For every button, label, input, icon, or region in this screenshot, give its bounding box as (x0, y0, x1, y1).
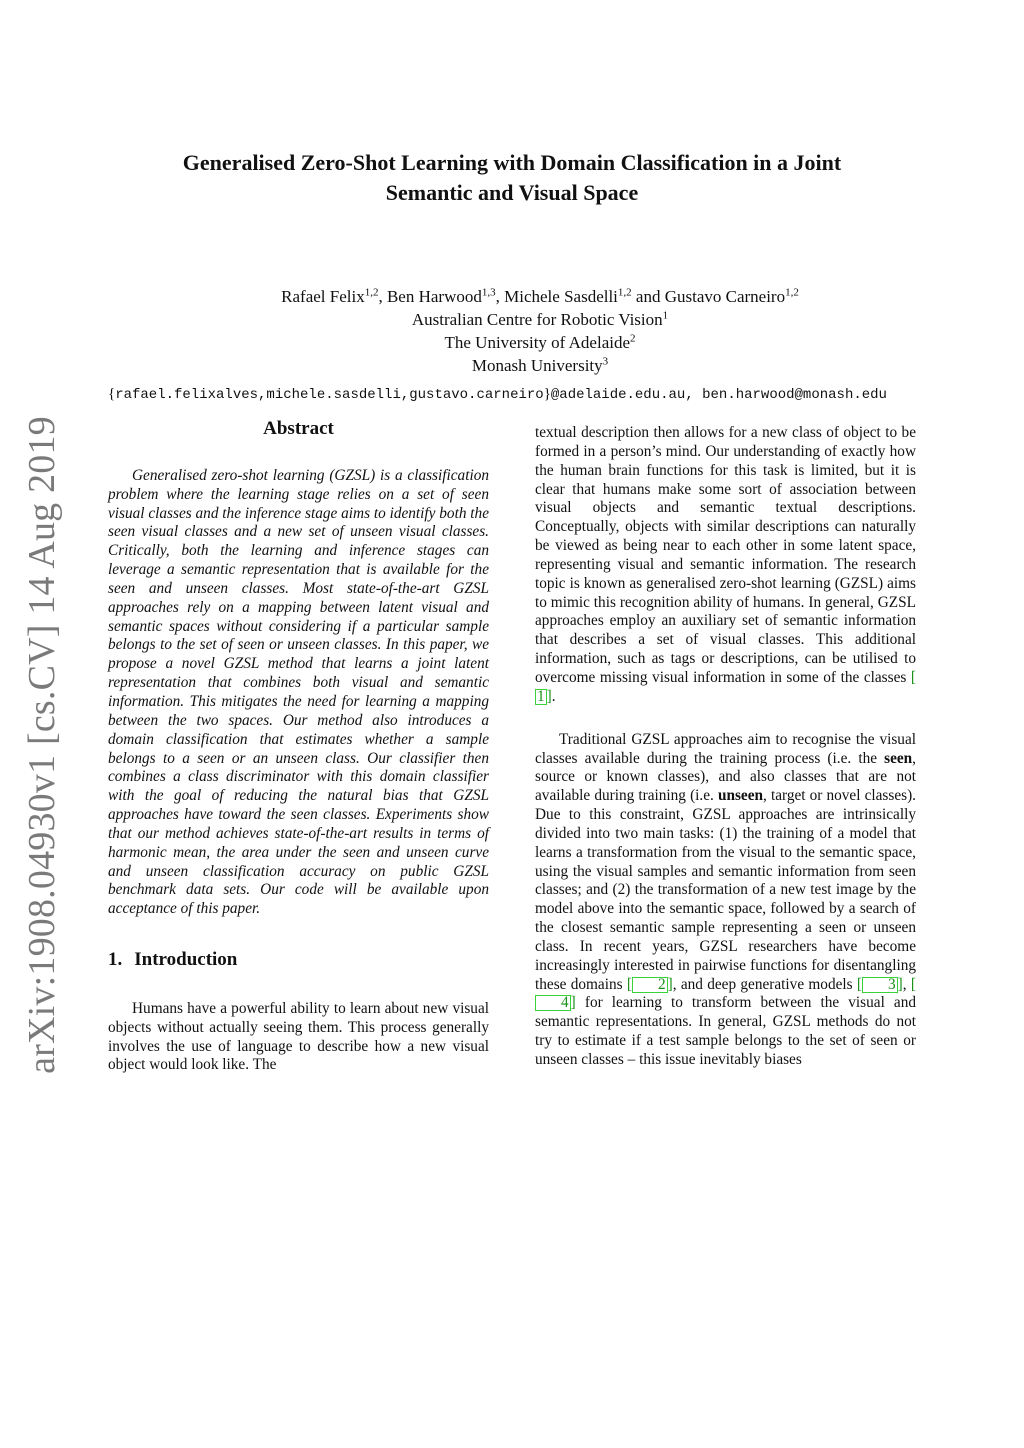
bold-term-seen: seen (884, 749, 913, 767)
affiliation: The University of Adelaide$^2$ (444, 332, 636, 352)
author-affiliation-marker: 1,2 (617, 286, 632, 299)
introduction-paragraph: Humans have a powerful ability to learn about new visual objects without actually seeing them. This process generally involves the use of language to describe how a new visual object would look like. The (108, 999, 489, 1074)
author-name: Ben Harwood (386, 287, 482, 306)
section-heading-introduction (108, 951, 489, 970)
section-number: 1. (108, 949, 123, 971)
author-name: Gustavo Carneiro (664, 287, 786, 306)
author-block (100, 285, 980, 377)
author-affiliation-marker: 1,2 (785, 286, 799, 299)
affiliation: Monash University$^3$ (471, 355, 609, 375)
title-line-2: Semantic and Visual Space (385, 180, 639, 205)
section-title: Introduction (134, 949, 238, 971)
author-name: Michele Sasdelli (504, 287, 618, 306)
author-affiliation-marker: 1,3 (481, 286, 496, 299)
bold-term-unseen: unseen (717, 787, 764, 805)
author-affiliation-marker: 1,2 (364, 286, 379, 299)
citation-link[interactable]: [ 3 ] (856, 975, 903, 993)
citation-link[interactable]: [1 ] (537, 668, 916, 705)
right-column (535, 424, 916, 1070)
paper-title (100, 148, 924, 208)
title-line-1: Generalised Zero-Shot Learning with Domain Classification in a Joint (182, 150, 842, 175)
abstract-text: Generalised zero-shot learning (GZSL) is a classification problem where the learning stage relies on a set of seen visual classes and the inference stage aims to identify both the seen visual classes and a new set of unseen visual classes. Critically, both the learning and inference stages can leverage a semantic representation that is available for the seen and unseen classes. Most state-of-the-art GZSL approaches rely on a mapping between latent visual and semantic spaces without considering if a particular sample belongs to the set of seen or unseen classes. In this paper, we propose a novel GZSL method that learns a joint latent representation that combines both visual and semantic information. This mitigates the need for learning a mapping between the two spaces. Our method also introduces a domain classification that estimates whether a sample belongs to a seen or an unseen class. Our classifier then combines a class discriminator with this domain classifier with the goal of reducing the natural bias that GZSL approaches have toward the seen classes. Experiments show that our method achieves state-of-the-art results in terms of harmonic mean, the area under the seen and unseen curve and unseen classification accuracy on public GZSL benchmark data sets. Our code will be available upon acceptance of this paper. (108, 466, 489, 918)
citation-link[interactable]: [4 ] (535, 976, 916, 1012)
author-emails: {rafael.felixalves,michele.sasdelli,gustavo.carneiro}@adelaide.edu.au, ben.harwood@monash.edu (108, 386, 887, 403)
affiliation: Australian Centre for Robotic Vision$^1$ (411, 309, 669, 329)
author-list: Rafael Felix$^{1,2}$, Ben Harwood$^{1,3}$, Michele Sasdelli$^{1,2}$ and Gustavo Carneiro$^{1,2}$ (281, 286, 799, 306)
body-paragraph: textual description then allows for a new class of object to be formed in a person’s mind. Our understanding of exactly how the human brain functions for this task is limited, but it is clear that humans make some sort of association between visual objects and semantic textual descriptions. Conceptually, objects with similar descriptions can naturally be viewed as being near to each other in some latent space, representing visual and semantic information. The research topic is known as generalised zero-shot learning (GZSL) aims to mimic this recognition ability of humans. In general, GZSL approaches employ an auxiliary set of semantic information that describes a set of visual classes. This additional information, such as tags or descriptions, can be utilised to overcome missing visual information in some of the classes [1 ]. (535, 424, 916, 705)
body-paragraph: Traditional GZSL approaches aim to recognise the visual classes available during the training process (i.e. the seen, source or known classes), and also classes that are not available during training (i.e. unseen, target or novel classes). Due to this constraint, GZSL approaches are intrinsically divided into two main tasks: (1) the training of a model that learns a transformation from the visual to the semantic space, using the visual samples and semantic information from seen classes; and (2) the transformation of a new test image by the model above into the semantic space, followed by a search of the closest semantic sample representing a seen or unseen class. In recent years, GZSL researchers have become increasingly interested in pairwise functions for disentangling these domains [ 2 ], and deep generative models [ 3 ], [4 ] for learning to transform between the visual and semantic representations. In general, GZSL methods do not try to estimate if a test sample belongs to the set of seen or unseen classes – this issue inevitably biases (535, 730, 916, 1068)
arxiv-identifier-stamp: arXiv:1908.04930v1 [cs.CV] 14 Aug 2019 (21, 416, 63, 1074)
citation-link[interactable]: [ 2 ] (626, 975, 673, 993)
abstract-heading: Abstract (263, 418, 334, 439)
left-column (108, 420, 489, 1075)
author-name: Rafael Felix (281, 287, 365, 306)
